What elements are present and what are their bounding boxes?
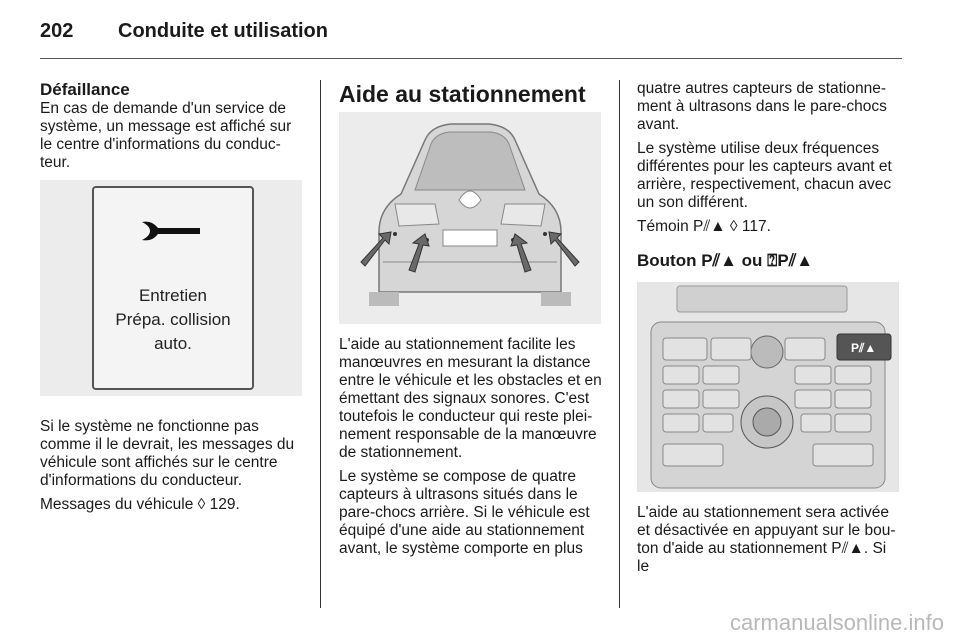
paragraph: En cas de demande d'un service de système, un message est affiché sur le centre d'informations du conduc-teur. <box>40 100 292 171</box>
watermark: carmanualsonline.info <box>729 610 944 635</box>
center-console-illustration <box>637 282 899 492</box>
section-heading: Aide au stationnement <box>339 81 586 107</box>
page-header <box>40 14 900 48</box>
column-2 <box>339 80 603 564</box>
display-figure <box>40 180 302 396</box>
paragraph: L'aide au stationnement sera activée et désactivée en appuyant sur le bou-ton d'aide au stationnement P⫽▲. Si le <box>637 504 896 575</box>
paragraph: Le système se compose de quatre capteurs à ultrasons situés dans le pare-chocs arrière. Si le véhicule est équipé d'une aide au stationnement avant, le système comporte en plus <box>339 468 590 557</box>
column-divider <box>619 80 620 608</box>
section-heading: Défaillance <box>40 80 130 99</box>
console-figure <box>637 282 899 492</box>
park-assist-button-label: P⫽▲ <box>851 341 877 355</box>
section-heading: Bouton P⫽▲ ou ⍰P⫽▲ <box>637 251 814 270</box>
paragraph: L'aide au stationnement facilite les manœuvres en mesurant la distance entre le véhicule et les obstacles et en émettant des signaux sonores. C'est toutefois le conducteur qui reste plei-nement responsable de la manœuvre de stationnement. <box>339 336 602 461</box>
car-rear-illustration <box>339 112 601 324</box>
column-divider <box>320 80 321 608</box>
column-1 <box>40 80 306 520</box>
display-line: Prépa. collision <box>115 310 231 329</box>
wrench-icon <box>138 216 208 246</box>
cross-reference: Messages du véhicule ◊ 129. <box>40 496 240 513</box>
paragraph: Si le système ne fonctionne pas comme il le devrait, les messages du véhicule sont affichés sur le centre d'informations du conducteur. <box>40 418 295 489</box>
column-3 <box>637 80 901 582</box>
chapter-title: Conduite et utilisation <box>118 20 328 42</box>
display-line: Entretien <box>138 286 208 305</box>
display-line: auto. <box>154 334 192 353</box>
car-rear-figure <box>339 112 601 324</box>
paragraph: quatre autres capteurs de stationne-ment à ultrasons dans le pare-chocs avant. <box>637 80 887 133</box>
cross-reference: Témoin P⫽▲ ◊ 117. <box>637 218 771 235</box>
info-display <box>92 186 254 390</box>
paragraph: Le système utilise deux fréquences différentes pour les capteurs avant et arrière, respectivement, chacun avec un son différent. <box>637 140 892 211</box>
header-rule <box>40 58 902 59</box>
page-number: 202 <box>40 20 74 42</box>
